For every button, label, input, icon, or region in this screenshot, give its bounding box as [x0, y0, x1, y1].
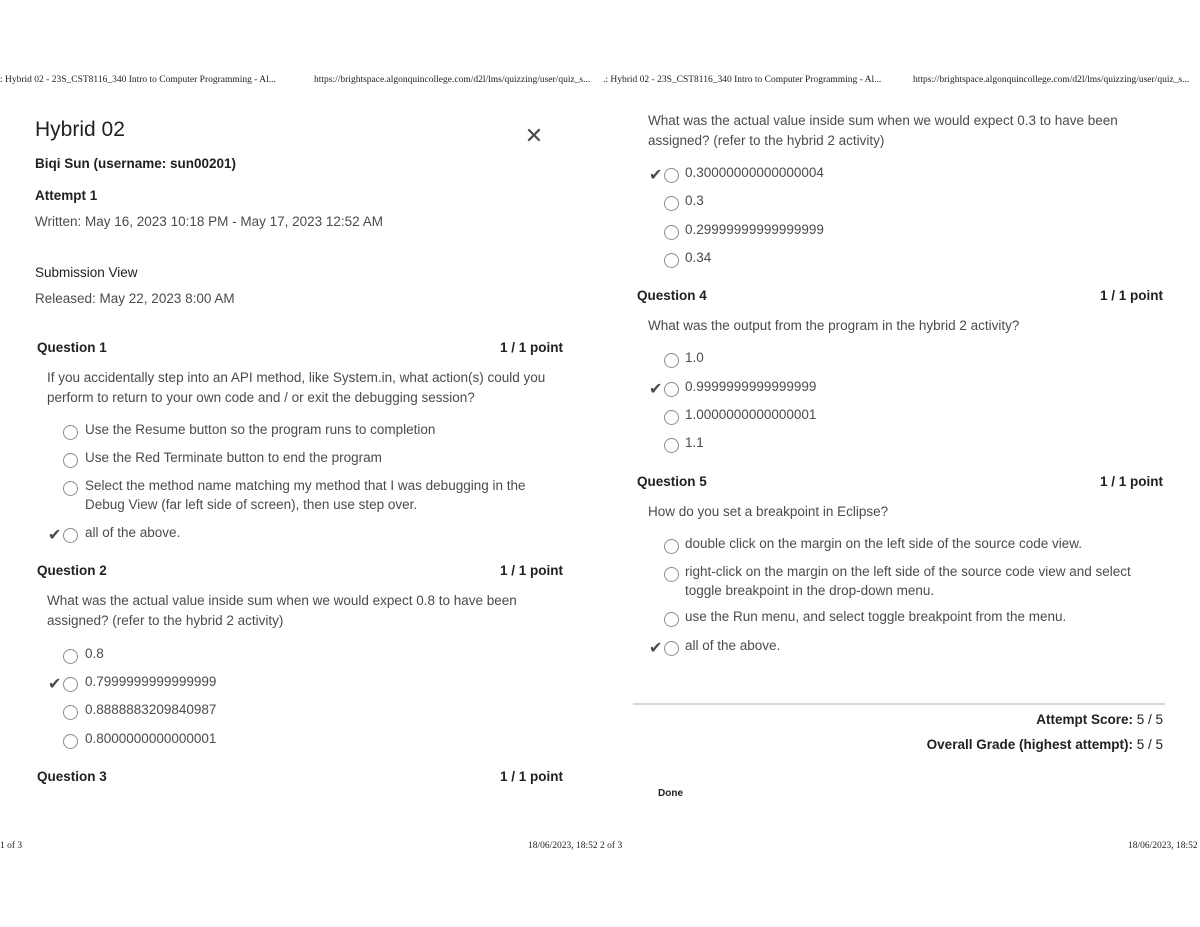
radio-icon[interactable] [664, 641, 679, 656]
radio-icon[interactable] [664, 196, 679, 211]
radio-icon[interactable] [664, 410, 679, 425]
question-points: 1 / 1 point [499, 563, 563, 578]
question-title: Question 1 [37, 340, 107, 355]
summary-divider [633, 703, 1165, 705]
overall-grade [830, 737, 1163, 752]
checkmark-icon: ✔ [649, 167, 663, 184]
question-title: Question 4 [637, 288, 707, 303]
question-text: What was the actual value inside sum when we would expect 0.8 to have been assigned? (refer to the hybrid 2 activity) [47, 593, 517, 628]
option-label: all of the above. [685, 638, 781, 653]
radio-icon[interactable] [664, 382, 679, 397]
option-label: 0.9999999999999999 [685, 379, 817, 394]
print-footer-middle: 18/06/2023, 18:52 2 of 3 [528, 841, 623, 851]
question-points: 1 / 1 point [499, 340, 563, 355]
option-label: 0.3 [685, 193, 704, 208]
radio-icon[interactable] [664, 168, 679, 183]
attempt-score-label: Attempt Score: [1036, 712, 1133, 727]
radio-icon[interactable] [664, 353, 679, 368]
radio-icon[interactable] [664, 567, 679, 582]
option-label: 1.0000000000000001 [685, 407, 817, 422]
option-label: 0.7999999999999999 [85, 674, 217, 689]
print-header-url-left: https://brightspace.algonquincollege.com/d2l/lms/quizzing/user/quiz_s... [314, 75, 591, 85]
question-title: Question 5 [637, 474, 707, 489]
print-header-title-left: : Hybrid 02 - 23S_CST8116_340 Intro to Computer Programming - Al... [0, 75, 276, 85]
radio-icon[interactable] [63, 528, 78, 543]
option-label: use the Run menu, and select toggle breakpoint from the menu. [685, 609, 1067, 624]
radio-icon[interactable] [63, 481, 78, 496]
print-footer-page: 1 of 3 [0, 841, 23, 851]
option-label: 0.8 [85, 646, 104, 661]
done-button[interactable]: Done [658, 788, 683, 799]
radio-icon[interactable] [63, 649, 78, 664]
option-label: 0.8000000000000001 [85, 731, 217, 746]
option-label: 1.1 [685, 435, 704, 450]
written-date: Written: May 16, 2023 10:18 PM - May 17, 2023 12:52 AM [35, 214, 383, 229]
question-3-points: 1 / 1 point [499, 769, 563, 784]
checkmark-icon: ✔ [649, 381, 663, 398]
overall-grade-value: 5 / 5 [1132, 737, 1163, 752]
option-label: 0.34 [685, 250, 712, 265]
option-label: 0.30000000000000004 [685, 165, 824, 180]
option-label: 0.8888883209840987 [85, 702, 217, 717]
radio-icon[interactable] [664, 225, 679, 240]
attempt-score-value: 5 / 5 [1132, 712, 1163, 727]
user-name: Biqi Sun (username: sun00201) [35, 156, 237, 171]
option-label: double click on the margin on the left side of the source code view. [685, 536, 1082, 551]
option-label: Use the Resume button so the program runs to completion [85, 422, 436, 437]
question-3-title: Question 3 [37, 769, 107, 784]
radio-icon[interactable] [664, 253, 679, 268]
radio-icon[interactable] [664, 612, 679, 627]
option-label: right-click on the margin on the left side of the source code view and select toggle breakpoint in the drop-down menu. [685, 564, 1131, 598]
released-date: Released: May 22, 2023 8:00 AM [35, 291, 235, 306]
print-footer-date-right: 18/06/2023, 18:52 [1128, 841, 1198, 851]
print-header-title-right: .: Hybrid 02 - 23S_CST8116_340 Intro to Computer Programming - Al... [603, 75, 882, 85]
question-text: If you accidentally step into an API method, like System.in, what action(s) could you perform to return to your own code and / or exit the debugging session? [47, 370, 546, 405]
checkmark-icon: ✔ [48, 527, 62, 544]
question-text: What was the actual value inside sum when we would expect 0.3 to have been assigned? (refer to the hybrid 2 activity) [648, 113, 1118, 148]
close-icon[interactable]: ✕ [524, 123, 544, 148]
option-label: Use the Red Terminate button to end the program [85, 450, 382, 465]
radio-icon[interactable] [63, 425, 78, 440]
attempt-score [830, 712, 1163, 727]
question-text: How do you set a breakpoint in Eclipse? [648, 504, 889, 519]
option-label: 0.29999999999999999 [685, 222, 824, 237]
question-text: What was the output from the program in the hybrid 2 activity? [648, 318, 1020, 333]
overall-grade-label: Overall Grade (highest attempt): [926, 737, 1133, 752]
option-label: 1.0 [685, 350, 704, 365]
radio-icon[interactable] [664, 438, 679, 453]
checkmark-icon: ✔ [48, 676, 62, 693]
radio-icon[interactable] [664, 539, 679, 554]
question-points: 1 / 1 point [1099, 288, 1163, 303]
attempt-label: Attempt 1 [35, 188, 98, 203]
radio-icon[interactable] [63, 705, 78, 720]
radio-icon[interactable] [63, 677, 78, 692]
submission-view-label: Submission View [35, 265, 138, 280]
print-header-url-right: https://brightspace.algonquincollege.com/d2l/lms/quizzing/user/quiz_s... [913, 75, 1190, 85]
radio-icon[interactable] [63, 453, 78, 468]
option-label: Select the method name matching my method that I was debugging in the Debug View (far left side of screen), then use step over. [85, 478, 526, 512]
radio-icon[interactable] [63, 734, 78, 749]
question-title: Question 2 [37, 563, 107, 578]
checkmark-icon: ✔ [649, 640, 663, 657]
page-title: Hybrid 02 [35, 118, 125, 141]
question-points: 1 / 1 point [1099, 474, 1163, 489]
option-label: all of the above. [85, 525, 181, 540]
